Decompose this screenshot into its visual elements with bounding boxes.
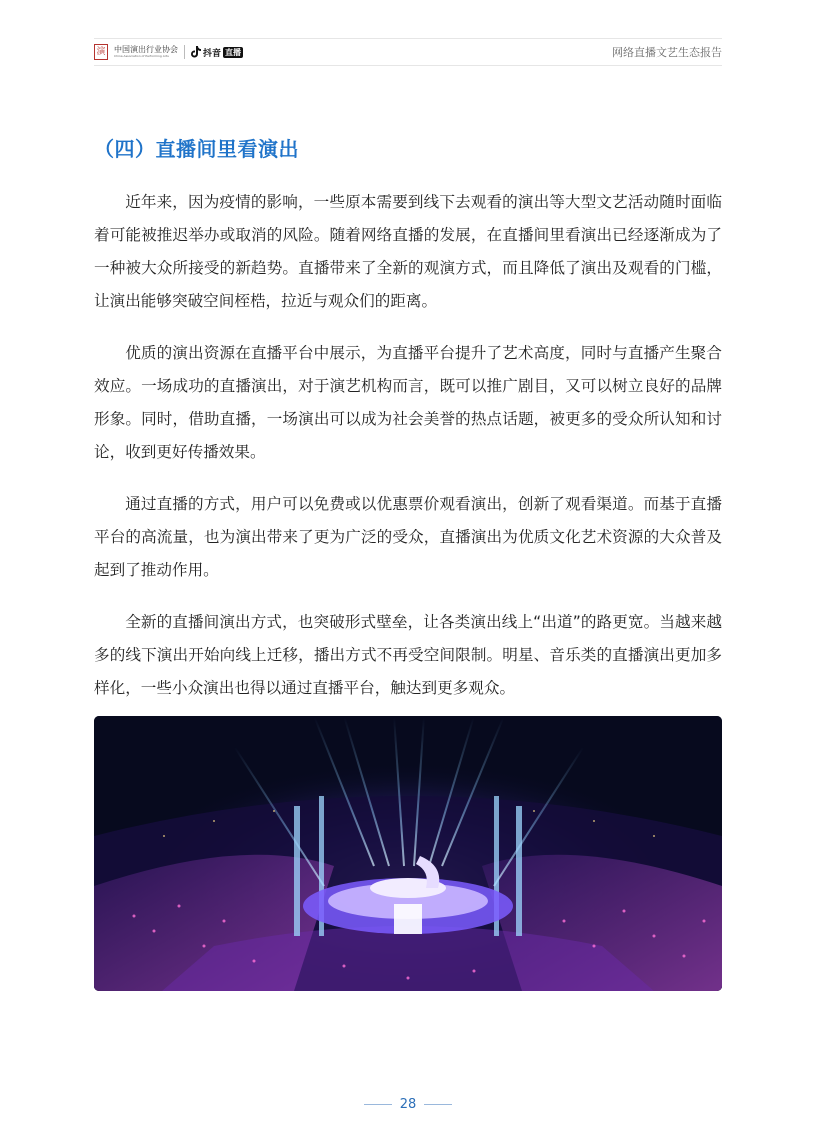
page-number: 28 xyxy=(399,1096,417,1112)
association-seal-icon: 演 xyxy=(94,44,108,60)
paragraph-3: 通过直播的方式，用户可以免费或以优惠票价观看演出，创新了观看渠道。而基于直播平台的高流量，也为演出带来了更为广泛的受众，直播演出为优质文化艺术资源的大众普及起到了推动作用。 xyxy=(94,495,722,579)
live-badge: 直播 xyxy=(225,47,242,57)
section-heading: （四）直播间里看演出 xyxy=(94,137,299,161)
douyin-word: 抖音 xyxy=(203,48,222,59)
concert-stage-photo xyxy=(94,716,722,991)
footer-line-left xyxy=(364,1104,392,1105)
stage-illustration xyxy=(94,716,722,991)
paragraph-2: 优质的演出资源在直播平台中展示，为直播平台提升了艺术高度，同时与直播产生聚合效应。一场成功的直播演出，对于演艺机构而言，既可以推广剧目，又可以树立良好的品牌形象。同时，借助直播，一场演出可以成为社会美誉的热点话题，被更多的受众所认知和讨论，收到更好传播效果。 xyxy=(94,344,722,461)
association-name xyxy=(114,46,178,58)
report-title: 网络直播文艺生态报告 xyxy=(612,46,722,59)
paragraph-4: 全新的直播间演出方式，也突破形式壁垒，让各类演出线上“出道”的路更宽。当越来越多的线下演出开始向线上迁移，播出方式不再受空间限制。明星、音乐类的直播演出更加多样化，一些小众演出也得以通过直播平台，触达到更多观众。 xyxy=(94,613,722,697)
association-name-en: China Association of Performing Arts xyxy=(114,54,169,58)
header-logos xyxy=(94,44,243,60)
page-header xyxy=(94,38,722,66)
association-name-cn: 中国演出行业协会 xyxy=(114,45,178,54)
paragraph-1: 近年来，因为疫情的影响，一些原本需要到线下去观看的演出等大型文艺活动随时面临着可能被推迟举办或取消的风险。随着网络直播的发展，在直播间里看演出已经逐渐成为了一种被大众所接受的新趋势。直播带来了全新的观演方式，而且降低了演出及观看的门槛，让演出能够突破空间桎梏，拉近与观众们的距离。 xyxy=(94,193,722,310)
douyin-note-icon xyxy=(191,46,201,58)
logo-divider xyxy=(184,45,185,59)
douyin-live-logo xyxy=(191,46,243,59)
body-text xyxy=(94,186,722,724)
footer-line-right xyxy=(424,1104,452,1105)
page-footer xyxy=(0,1094,816,1114)
